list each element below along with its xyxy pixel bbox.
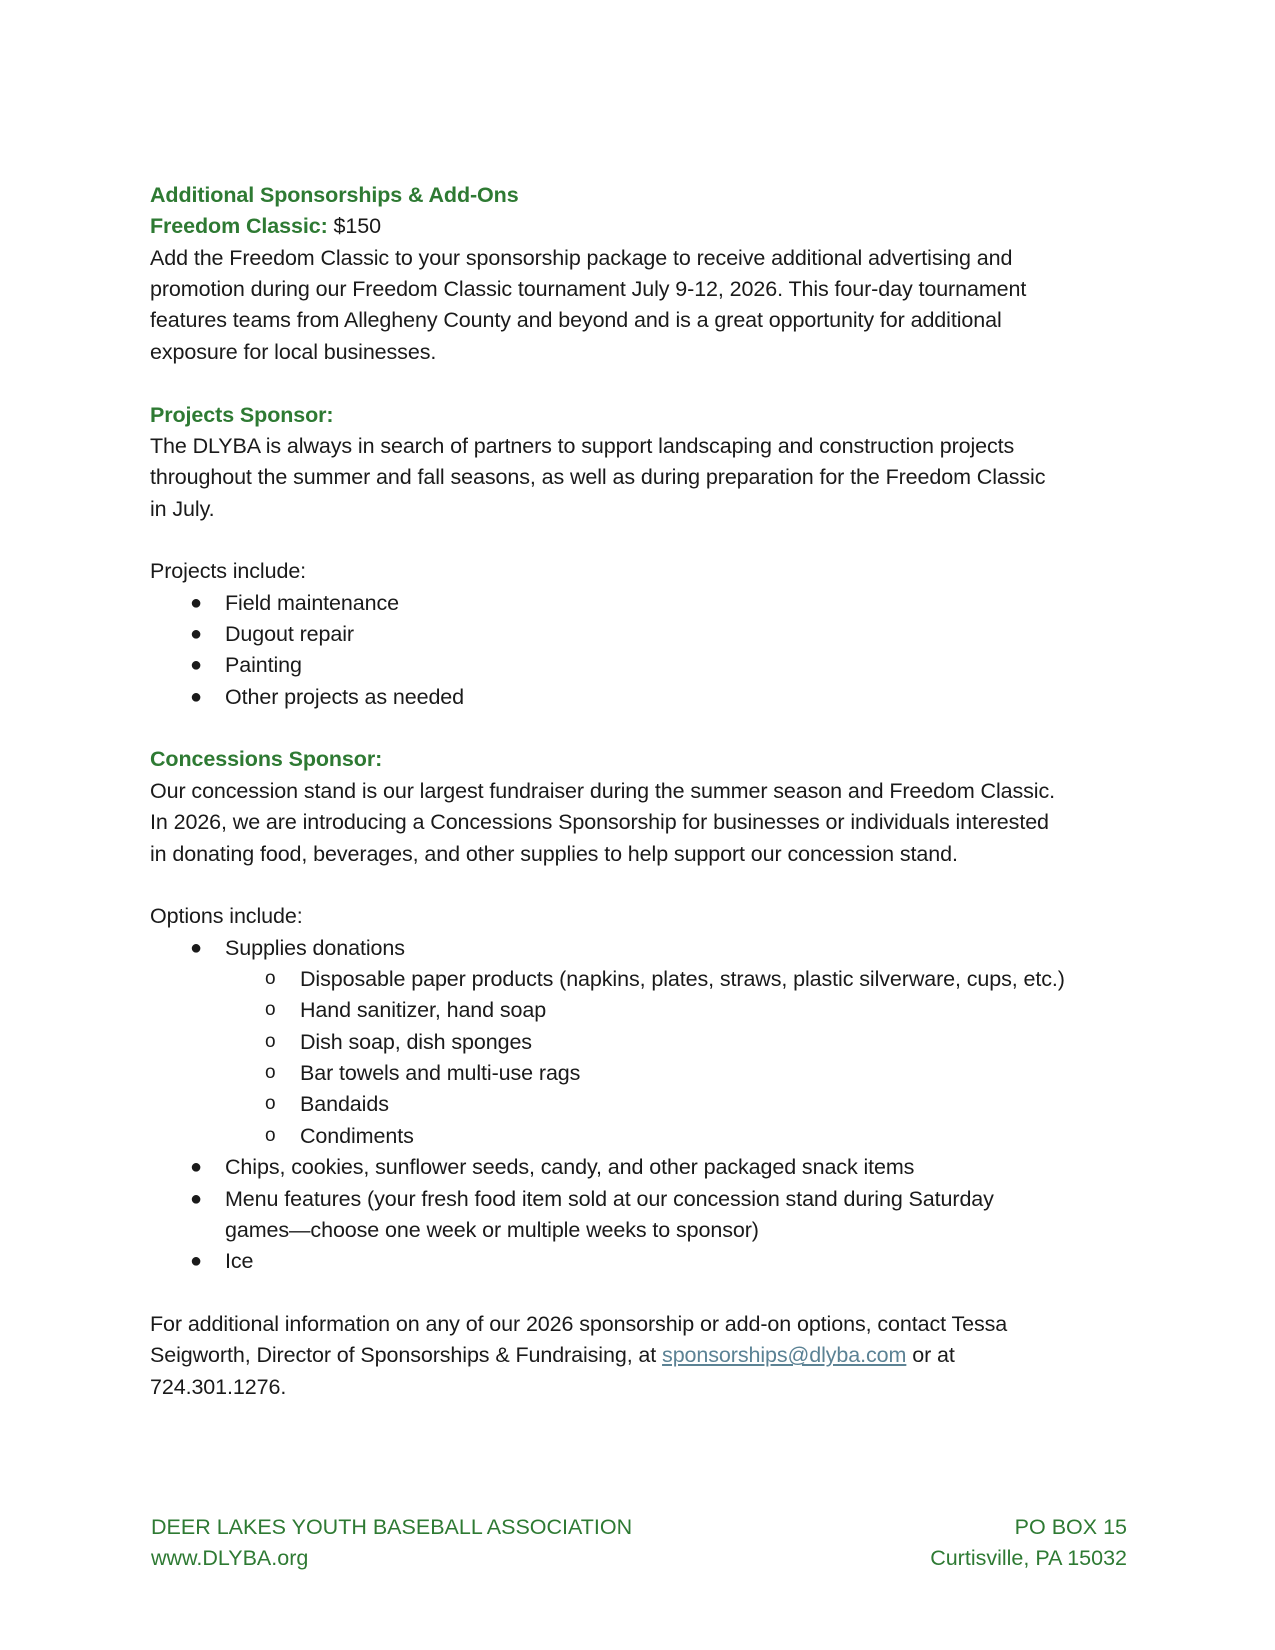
list-item-text: Dish soap, dish sponges xyxy=(300,1029,532,1054)
sub-list-item xyxy=(150,1121,1130,1152)
list-item xyxy=(150,619,1130,650)
list-item-text: Other projects as needed xyxy=(225,684,465,709)
bullet-icon: ● xyxy=(190,1250,202,1273)
circle-bullet-icon: o xyxy=(265,1093,276,1115)
bullet-icon: ● xyxy=(190,1156,202,1179)
page-footer xyxy=(151,1512,1127,1574)
list-item xyxy=(150,1246,1130,1277)
paragraph-line: The DLYBA is always in search of partners to support landscaping and construction projects xyxy=(150,433,1015,458)
freedom-classic-price: $150 xyxy=(327,214,381,239)
bullet-icon: ● xyxy=(190,1187,202,1210)
list-item xyxy=(150,1152,1130,1183)
circle-bullet-icon: o xyxy=(265,999,276,1021)
list-item-text: Hand sanitizer, hand soap xyxy=(300,998,547,1023)
email-link[interactable]: sponsorships@dlyba.com xyxy=(662,1343,907,1368)
sub-list-item xyxy=(150,1089,1130,1120)
bullet-icon: ● xyxy=(190,654,202,677)
footer-city: Curtisville, PA 15032 xyxy=(930,1546,1127,1570)
circle-bullet-icon: o xyxy=(265,1062,276,1084)
contact-phone: 724.301.1276. xyxy=(150,1374,287,1399)
freedom-classic-label: Freedom Classic: xyxy=(150,214,328,239)
projects-sponsor-label: Projects Sponsor: xyxy=(150,402,334,427)
spacer xyxy=(150,713,1130,744)
options-list-intro: Options include: xyxy=(150,904,303,929)
list-item-text: games—choose one week or multiple weeks to sponsor) xyxy=(225,1217,759,1242)
list-item-text: Bar towels and multi-use rags xyxy=(300,1061,581,1086)
spacer xyxy=(150,368,1130,399)
list-item-text: Bandaids xyxy=(300,1092,389,1117)
contact-text: or at xyxy=(906,1343,955,1368)
bullet-icon: ● xyxy=(190,591,202,614)
contact-text: Seigworth, Director of Sponsorships & Fundraising, at xyxy=(150,1343,663,1368)
sub-list-item xyxy=(150,1058,1130,1089)
concessions-sponsor-label: Concessions Sponsor: xyxy=(150,747,383,772)
footer-website: www.DLYBA.org xyxy=(151,1546,309,1570)
list-item xyxy=(150,650,1130,681)
projects-list-intro: Projects include: xyxy=(150,559,307,584)
list-item xyxy=(150,933,1130,964)
list-item-text: Painting xyxy=(225,653,302,678)
paragraph-line: exposure for local businesses. xyxy=(150,339,437,364)
list-item xyxy=(150,1184,1130,1215)
footer-org-name: DEER LAKES YOUTH BASEBALL ASSOCIATION xyxy=(151,1515,633,1539)
contact-line xyxy=(150,1340,1130,1371)
bullet-icon: ● xyxy=(190,685,202,708)
contact-line: For additional information on any of our 2026 sponsorship or add-on options, contact Tessa xyxy=(150,1311,1008,1336)
paragraph-line: features teams from Allegheny County and beyond and is a great opportunity for additional xyxy=(150,308,1002,333)
list-item-text: Dugout repair xyxy=(225,622,354,647)
list-item-text: Disposable paper products (napkins, plates, straws, plastic silverware, cups, etc.) xyxy=(300,966,1065,991)
bullet-icon: ● xyxy=(190,936,202,959)
spacer xyxy=(150,1278,1130,1309)
sub-list-item xyxy=(150,995,1130,1026)
section-heading: Additional Sponsorships & Add-Ons xyxy=(150,183,519,207)
circle-bullet-icon: o xyxy=(265,1124,276,1146)
freedom-classic-title xyxy=(150,211,1130,242)
sub-list-item xyxy=(150,1027,1130,1058)
paragraph-line: throughout the summer and fall seasons, as well as during preparation for the Freedom Classic xyxy=(150,465,1046,490)
document-body xyxy=(150,180,1130,1403)
circle-bullet-icon: o xyxy=(265,1030,276,1052)
list-item-text: Condiments xyxy=(300,1123,414,1148)
list-item xyxy=(150,588,1130,619)
circle-bullet-icon: o xyxy=(265,967,276,989)
spacer xyxy=(150,870,1130,901)
paragraph-line: in July. xyxy=(150,496,215,521)
paragraph-line: promotion during our Freedom Classic tournament July 9-12, 2026. This four-day tournament xyxy=(150,277,1027,302)
list-item xyxy=(150,682,1130,713)
bullet-icon: ● xyxy=(190,623,202,646)
paragraph-line: Add the Freedom Classic to your sponsorship package to receive additional advertising and xyxy=(150,245,1013,270)
paragraph-line: Our concession stand is our largest fundraiser during the summer season and Freedom Classic. xyxy=(150,778,1055,803)
sub-list-item xyxy=(150,964,1130,995)
list-item-continuation xyxy=(150,1215,1130,1246)
paragraph-line: in donating food, beverages, and other supplies to help support our concession stand. xyxy=(150,841,958,866)
footer-po-box: PO BOX 15 xyxy=(1014,1515,1127,1539)
list-item-text: Field maintenance xyxy=(225,590,399,615)
list-item-text: Ice xyxy=(225,1249,254,1274)
spacer xyxy=(150,525,1130,556)
list-item-text: Supplies donations xyxy=(225,935,405,960)
list-item-text: Chips, cookies, sunflower seeds, candy, and other packaged snack items xyxy=(225,1155,915,1180)
list-item-text: Menu features (your fresh food item sold at our concession stand during Saturday xyxy=(225,1186,994,1211)
paragraph-line: In 2026, we are introducing a Concessions Sponsorship for businesses or individuals interested xyxy=(150,810,1049,835)
